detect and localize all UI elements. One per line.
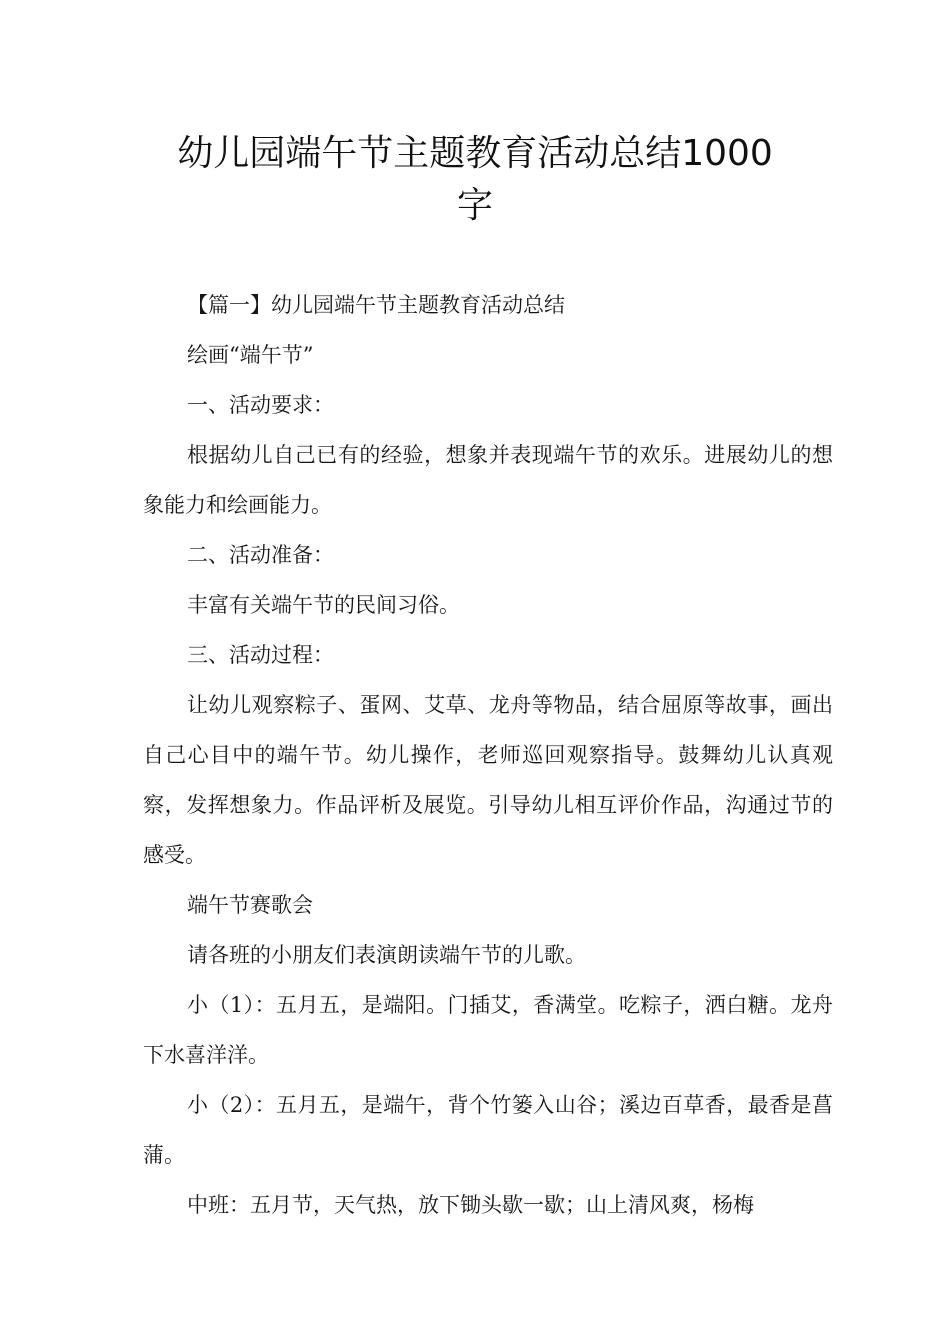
paragraph: 小（2）：五月五，是端午，背个竹篓入山谷；溪边百草香，最香是菖蒲。 bbox=[143, 1093, 833, 1167]
paragraph: 让幼儿观察粽子、蛋网、艾草、龙舟等物品，结合屈原等故事，画出自己心目中的端午节。幼儿操作，老师巡回观察指导。鼓舞幼儿认真观察，发挥想象力。作品评析及展览。引导幼儿相互评价作品，沟通过节的感受。 bbox=[143, 693, 833, 867]
subheading: 端午节赛歌会 bbox=[187, 893, 313, 917]
title-line-2: 字 bbox=[456, 185, 493, 226]
paragraph: 请各班的小朋友们表演朗读端午节的儿歌。 bbox=[187, 943, 586, 967]
list-heading: 一、活动要求： bbox=[187, 393, 334, 417]
paragraph: 丰富有关端午节的民间习俗。 bbox=[187, 593, 460, 617]
subheading: 绘画“端午节” bbox=[187, 343, 314, 367]
document-title bbox=[100, 128, 850, 232]
paragraph: 根据幼儿自己已有的经验，想象并表现端午节的欢乐。进展幼儿的想象能力和绘画能力。 bbox=[143, 443, 833, 517]
list-heading: 三、活动过程： bbox=[187, 643, 334, 667]
paragraph: 小（1）：五月五，是端阳。门插艾，香满堂。吃粽子，洒白糖。龙舟下水喜洋洋。 bbox=[143, 993, 833, 1067]
list-heading: 二、活动准备： bbox=[187, 543, 334, 567]
document-body bbox=[143, 280, 833, 1230]
title-line-1: 幼儿园端午节主题教育活动总结1000 bbox=[177, 133, 773, 174]
section-heading: 【篇一】幼儿园端午节主题教育活动总结 bbox=[187, 293, 565, 317]
paragraph: 中班：五月节，天气热，放下锄头歇一歇；山上清风爽，杨梅 bbox=[187, 1193, 754, 1217]
